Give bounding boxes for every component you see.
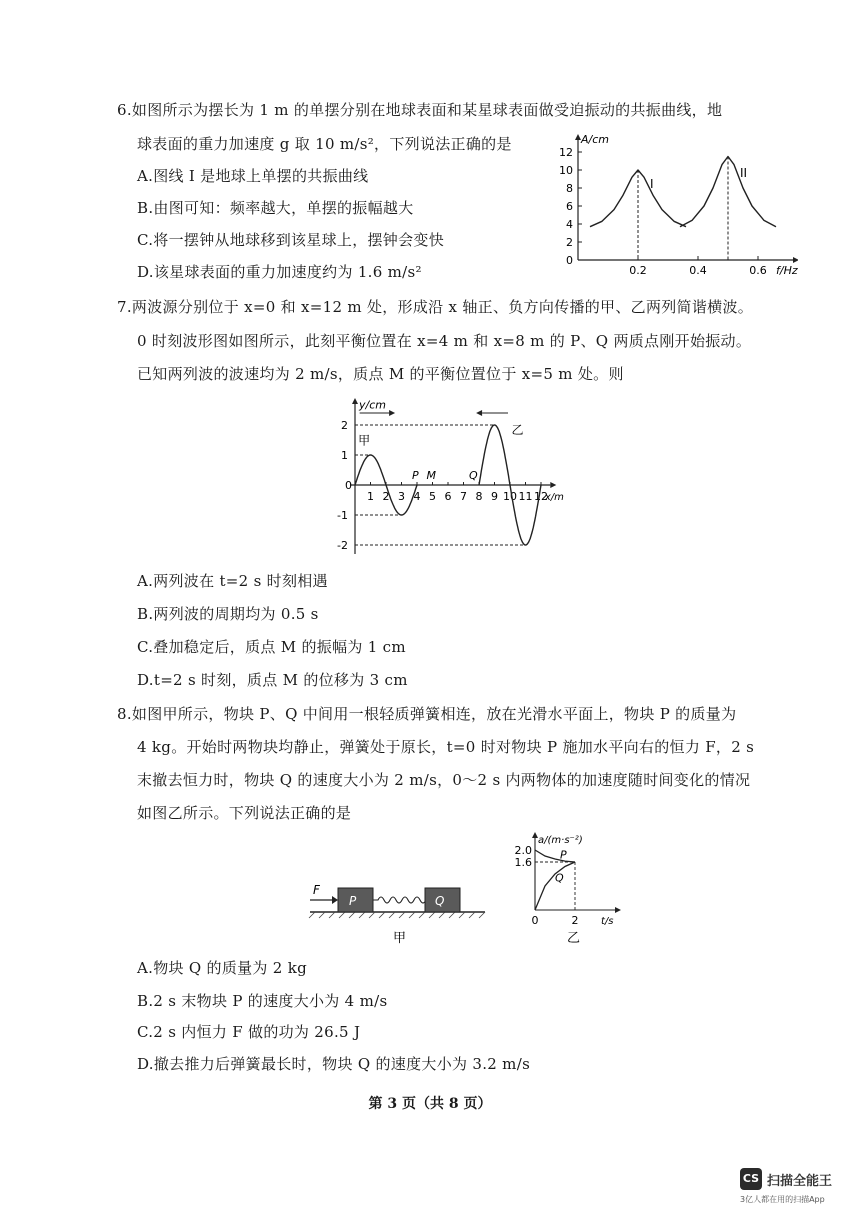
- y-tick-label: 2.0: [514, 844, 532, 857]
- q6-line2: 球表面的重力加速度 g 取 10 m/s²，下列说法正确的是: [137, 135, 512, 153]
- y-axis-label: A/cm: [581, 133, 609, 146]
- yi-direction-arrowhead: [476, 410, 482, 416]
- curve-label-p: P: [560, 848, 567, 862]
- x-tick-label: 7: [460, 490, 467, 503]
- q7-option-c: C.叠加稳定后，质点 M 的振幅为 1 cm: [137, 638, 406, 656]
- q8-line1: 8.如图甲所示，物块 P、Q 中间用一根轻质弹簧相连，放在光滑水平面上，物块 P 的质量为: [117, 705, 737, 723]
- x-tick-label: 0.2: [629, 264, 647, 277]
- q6-option-d: D.该星球表面的重力加速度约为 1.6 m/s²: [137, 263, 422, 281]
- scanner-logo-name: 扫描全能王: [767, 1174, 833, 1189]
- y-tick-label: -2: [337, 539, 348, 552]
- y-axis-label: a/(m·s⁻²): [538, 835, 583, 846]
- wave-label-yi: 乙: [511, 423, 524, 437]
- x-axis-arrow: [793, 257, 798, 263]
- q7-line1: 7.两波源分别位于 x=0 和 x=12 m 处，形成沿 x 轴正、负方向传播的甲、乙两列简谐横波。: [117, 298, 754, 316]
- y-tick-label: 6: [566, 200, 573, 213]
- y-tick-label: 8: [566, 182, 573, 195]
- scanner-logo: [740, 1168, 850, 1208]
- accel-curve-q: [535, 862, 575, 910]
- curve-label-q: Q: [555, 871, 564, 885]
- x-tick-label: 2: [382, 490, 390, 503]
- q7-option-d: D.t=2 s 时刻，质点 M 的位移为 3 cm: [137, 671, 408, 689]
- wave-chart: [330, 395, 590, 555]
- diagram-caption: 甲: [393, 931, 407, 946]
- acceleration-chart: [505, 830, 630, 950]
- x-axis-label: x/m: [544, 492, 564, 503]
- q8-option-a: A.物块 Q 的质量为 2 kg: [137, 959, 308, 977]
- x-tick-label: 11: [518, 490, 533, 503]
- y-tick-label: -1: [337, 509, 348, 522]
- wave-label-jia: 甲: [358, 433, 371, 448]
- x-tick-label: 0: [531, 914, 539, 927]
- page-footer: 第 3 页（共 8 页）: [368, 1096, 492, 1112]
- q8-option-b: B.2 s 末物块 P 的速度大小为 4 m/s: [137, 992, 388, 1010]
- y-axis-arrow: [352, 398, 358, 404]
- spring-block-diagram: [305, 850, 495, 950]
- x-tick-label: 8: [475, 490, 483, 503]
- q8-line2: 4 kg。开始时两物块均静止，弹簧处于原长，t=0 时对物块 P 施加水平向右的恒力 F，2 s: [137, 738, 755, 756]
- x-tick-label: 0.6: [749, 264, 767, 277]
- block-q-label: Q: [435, 894, 445, 908]
- y-tick-label: 10: [559, 164, 573, 177]
- q7-line2: 0 时刻波形图如图所示，此刻平衡位置在 x=4 m 和 x=8 m 的 P、Q 两质点刚开始振动。: [137, 332, 752, 350]
- x-axis-arrow: [615, 907, 621, 913]
- y-tick-label: 12: [559, 146, 573, 159]
- x-axis-arrow: [550, 482, 556, 488]
- point-label-p: P: [412, 469, 419, 482]
- y-tick-label: 0: [566, 254, 573, 267]
- x-tick-label: 6: [444, 490, 452, 503]
- scanner-logo-subtitle: 3亿人都在用的扫描App: [740, 1195, 825, 1204]
- x-tick-label: 5: [429, 490, 436, 503]
- x-tick-label: 4: [413, 490, 421, 503]
- q6-option-c: C.将一摆钟从地球移到该星球上，摆钟会变快: [137, 231, 445, 249]
- y-tick-label: 2: [341, 419, 348, 432]
- q6-option-a: A.图线 I 是地球上单摆的共振曲线: [137, 167, 369, 185]
- q7-line3: 已知两列波的波速均为 2 m/s，质点 M 的平衡位置位于 x=5 m 处。则: [137, 365, 624, 383]
- resonance-curve-1: [590, 170, 686, 227]
- spring: [373, 897, 426, 903]
- y-tick-label: 1.6: [514, 856, 532, 869]
- force-label: F: [313, 883, 320, 897]
- origin-label: 0: [345, 479, 352, 492]
- point-label-m: M: [426, 469, 436, 482]
- x-tick-label: 10: [503, 490, 517, 503]
- x-tick-label: 2: [571, 914, 579, 927]
- x-tick-label: 0.4: [689, 264, 707, 277]
- resonance-chart: [548, 128, 798, 278]
- q7-option-a: A.两列波在 t=2 s 时刻相遇: [137, 572, 328, 590]
- q8-line4: 如图乙所示。下列说法正确的是: [137, 804, 352, 822]
- x-axis-label: t/s: [601, 916, 614, 927]
- y-tick-label: 1: [341, 449, 348, 462]
- q6-option-b: B.由图可知：频率越大，单摆的振幅越大: [137, 199, 414, 217]
- q8-option-d: D.撤去推力后弹簧最长时，物块 Q 的速度大小为 3.2 m/s: [137, 1055, 531, 1073]
- q8-option-c: C.2 s 内恒力 F 做的功为 26.5 J: [137, 1023, 361, 1041]
- point-label-q: Q: [469, 469, 478, 482]
- q6-line1: 6.如图所示为摆长为 1 m 的单摆分别在地球表面和某星球表面做受迫振动的共振曲线，地: [117, 101, 723, 119]
- scanner-logo-badge: CS: [740, 1168, 762, 1190]
- y-axis-label: y/cm: [359, 398, 386, 412]
- q7-option-b: B.两列波的周期均为 0.5 s: [137, 605, 319, 623]
- block-p-label: P: [349, 894, 357, 908]
- x-tick-label: 1: [367, 490, 374, 503]
- x-tick-label: 3: [398, 490, 405, 503]
- curve-label-1: I: [650, 177, 654, 191]
- y-tick-label: 2: [566, 236, 573, 249]
- x-axis-label: f/Hz: [776, 264, 798, 277]
- accel-chart-caption: 乙: [567, 931, 581, 946]
- q8-line3: 末撤去恒力时，物块 Q 的速度大小为 2 m/s，0～2 s 内两物体的加速度随时间变化的情况: [137, 771, 751, 789]
- accel-curve-p: [535, 850, 575, 862]
- curve-label-2: II: [740, 166, 748, 181]
- x-tick-label: 12: [534, 490, 548, 503]
- jia-direction-arrowhead: [389, 410, 395, 416]
- x-tick-label: 9: [491, 490, 498, 503]
- y-tick-label: 4: [566, 218, 573, 231]
